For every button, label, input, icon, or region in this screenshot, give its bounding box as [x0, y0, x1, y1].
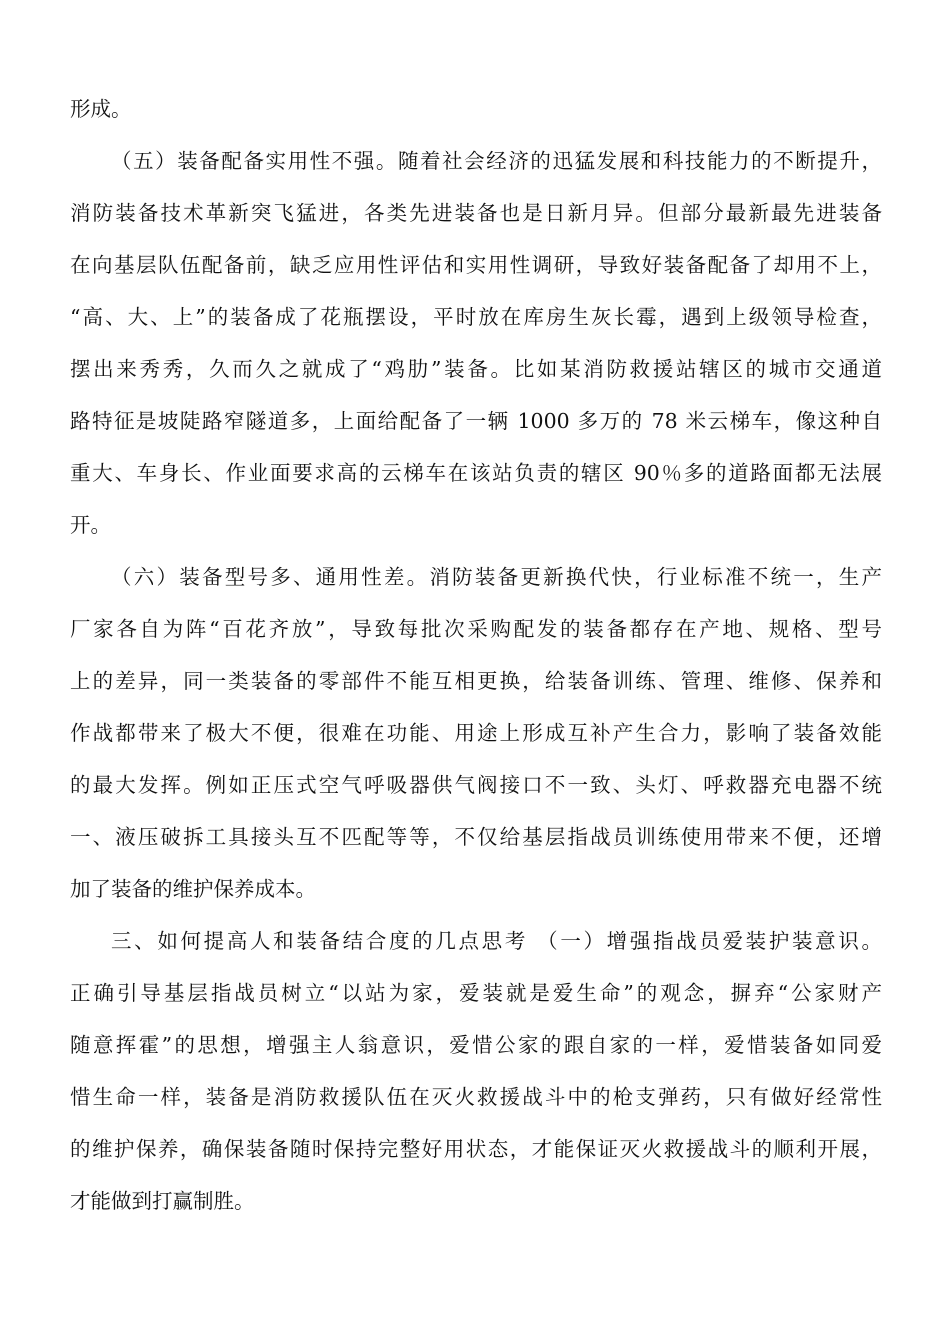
section-3-heading-line: 三、如何提高人和装备结合度的几点思考 （一）增强指战员爱装护装意识。: [111, 929, 882, 953]
text-line: “高、大、上”的装备成了花瓶摆设，平时放在库房生灰长霉，遇到上级领导检查，: [70, 305, 882, 329]
text-line: 形成。: [70, 97, 132, 121]
text-line: 上的差异，同一类装备的零部件不能互相更换，给装备训练、管理、维修、保养和: [70, 669, 882, 693]
text-line: 加了装备的维护保养成本。: [70, 877, 316, 901]
text-line: 才能做到打赢制胜。: [70, 1189, 255, 1213]
text-line: 正确引导基层指战员树立“以站为家，爱装就是爱生命”的观念，摒弃“公家财产: [70, 981, 882, 1005]
text-line: 随意挥霍”的思想，增强主人翁意识，爱惜公家的跟自家的一样，爱惜装备如同爱: [70, 1033, 882, 1057]
text-line: 一、液压破拆工具接头互不匹配等等，不仅给基层指战员训练使用带来不便，还增: [70, 825, 882, 849]
text-line: 惜生命一样，装备是消防救援队伍在灭火救援战斗中的枪支弹药，只有做好经常性: [70, 1085, 882, 1109]
text-line: 路特征是坡陡路窄隧道多，上面给配备了一辆 1000 多万的 78 米云梯车，像这种自: [70, 409, 882, 433]
text-line: 的最大发挥。例如正压式空气呼吸器供气阀接口不一致、头灯、呼救器充电器不统: [70, 773, 882, 797]
text-line: 消防装备技术革新突飞猛进，各类先进装备也是日新月异。但部分最新最先进装备: [70, 201, 882, 225]
text-line: 的维护保养，确保装备随时保持完整好用状态，才能保证灭火救援战斗的顺利开展，: [70, 1137, 882, 1161]
paragraph-5-first-line: （五）装备配备实用性不强。随着社会经济的迅猛发展和科技能力的不断提升，: [111, 149, 882, 173]
text-line: 重大、车身长、作业面要求高的云梯车在该站负责的辖区 90％多的道路面都无法展: [70, 461, 882, 485]
text-line: 作战都带来了极大不便，很难在功能、用途上形成互补产生合力，影响了装备效能: [70, 721, 882, 745]
text-line: 摆出来秀秀，久而久之就成了“鸡肋”装备。比如某消防救援站辖区的城市交通道: [70, 357, 882, 381]
text-line: 开。: [70, 513, 111, 537]
paragraph-6-first-line: （六）装备型号多、通用性差。消防装备更新换代快，行业标准不统一，生产: [111, 565, 882, 589]
text-line: 厂家各自为阵“百花齐放”，导致每批次采购配发的装备都存在产地、规格、型号: [70, 617, 882, 641]
text-line: 在向基层队伍配备前，缺乏应用性评估和实用性调研，导致好装备配备了却用不上，: [70, 253, 882, 277]
